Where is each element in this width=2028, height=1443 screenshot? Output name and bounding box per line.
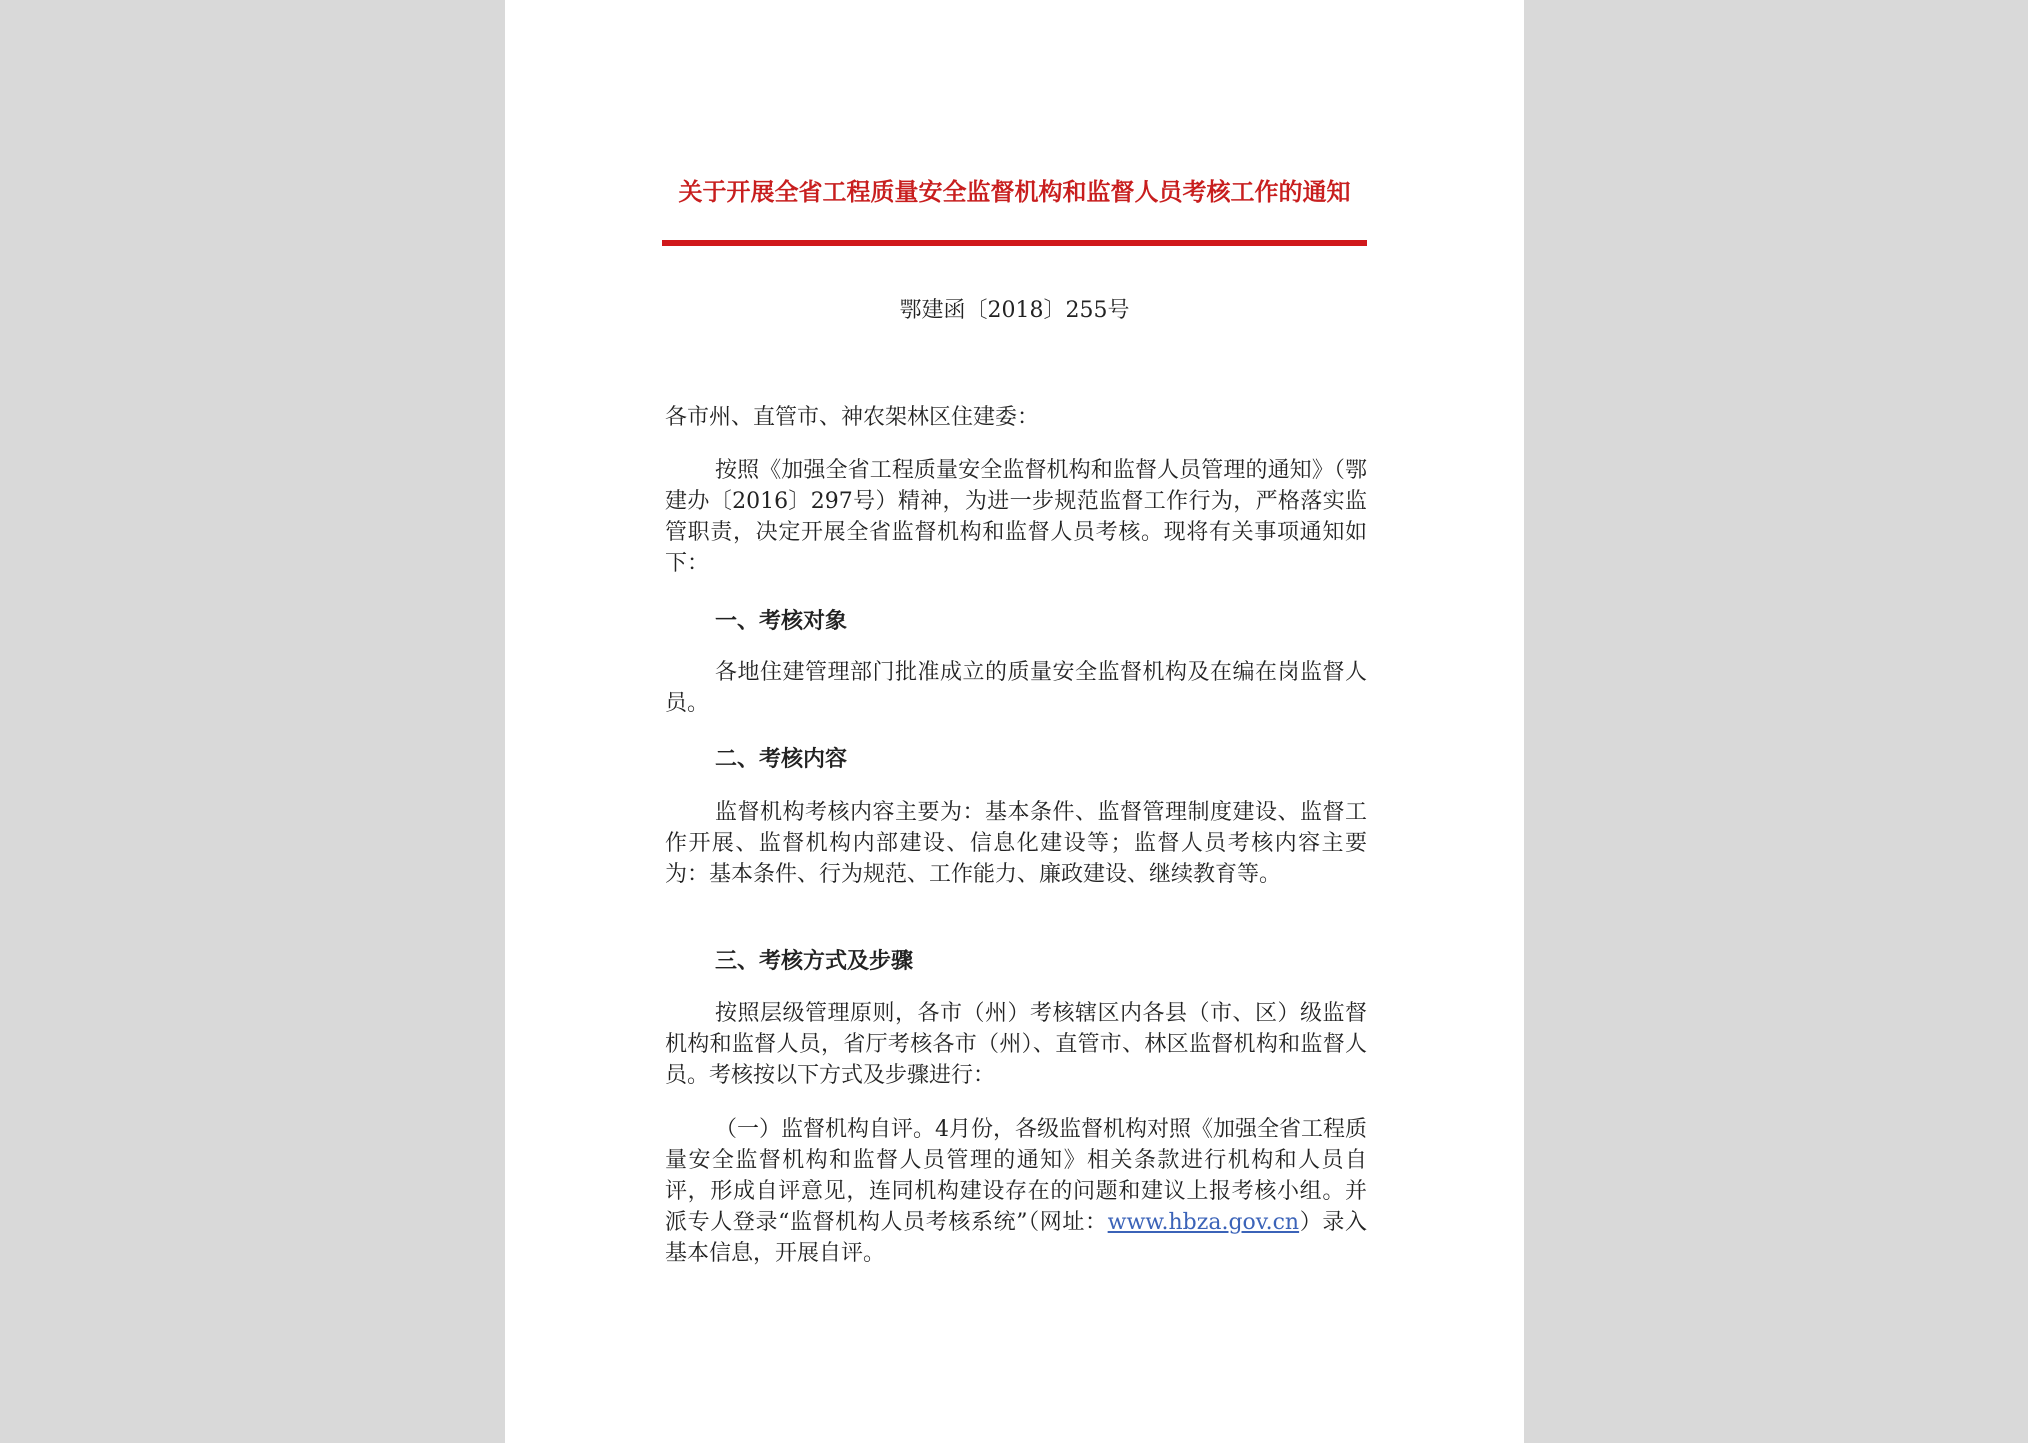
section-text-2: 监督机构考核内容主要为：基本条件、监督管理制度建设、监督工作开展、监督机构内部建设、信息化建设等；监督人员考核内容主要为：基本条件、行为规范、工作能力、廉政建设、继续教育等。: [665, 800, 1367, 887]
section-heading-2: 二、考核内容: [715, 747, 848, 772]
step-1-tail: ）录入基本信息，开展自评。: [665, 1210, 1367, 1266]
document-number: 鄂建函〔2018〕255号: [899, 298, 1130, 323]
website-link[interactable]: www.hbza.gov.cn: [1107, 1210, 1300, 1235]
intro-paragraph: 按照《加强全省工程质量安全监督机构和监督人员管理的通知》（鄂建办〔2016〕297号）精神，为进一步规范监督工作行为，严格落实监管职责，决定开展全省监督机构和监督人员考核。现将有关事项通知如下：: [665, 458, 1367, 576]
red-header-rule: [662, 240, 1367, 246]
step-1-text: （一）监督机构自评。4月份，各级监督机构对照《加强全省工程质量安全监督机构和监督人员管理的通知》相关条款进行机构和人员自评，形成自评意见，连同机构建设存在的问题和建议上报考核小组。并派专人登录“监督机构人员考核系统”（网址：: [665, 1117, 1367, 1235]
section-heading-3: 三、考核方式及步骤: [715, 949, 914, 974]
document-page: [505, 0, 1524, 1443]
salutation: 各市州、直管市、神农架林区住建委：: [665, 405, 1040, 430]
step-1-paragraph: [665, 1114, 1367, 1269]
section-text-3: 按照层级管理原则，各市（州）考核辖区内各县（市、区）级监督机构和监督人员，省厅考核各市（州）、直管市、林区监督机构和监督人员。考核按以下方式及步骤进行：: [665, 1001, 1367, 1088]
document-title: 关于开展全省工程质量安全监督机构和监督人员考核工作的通知: [678, 178, 1351, 206]
section-text-1: 各地住建管理部门批准成立的质量安全监督机构及在编在岗监督人员。: [665, 660, 1367, 716]
section-heading-1: 一、考核对象: [715, 609, 848, 634]
